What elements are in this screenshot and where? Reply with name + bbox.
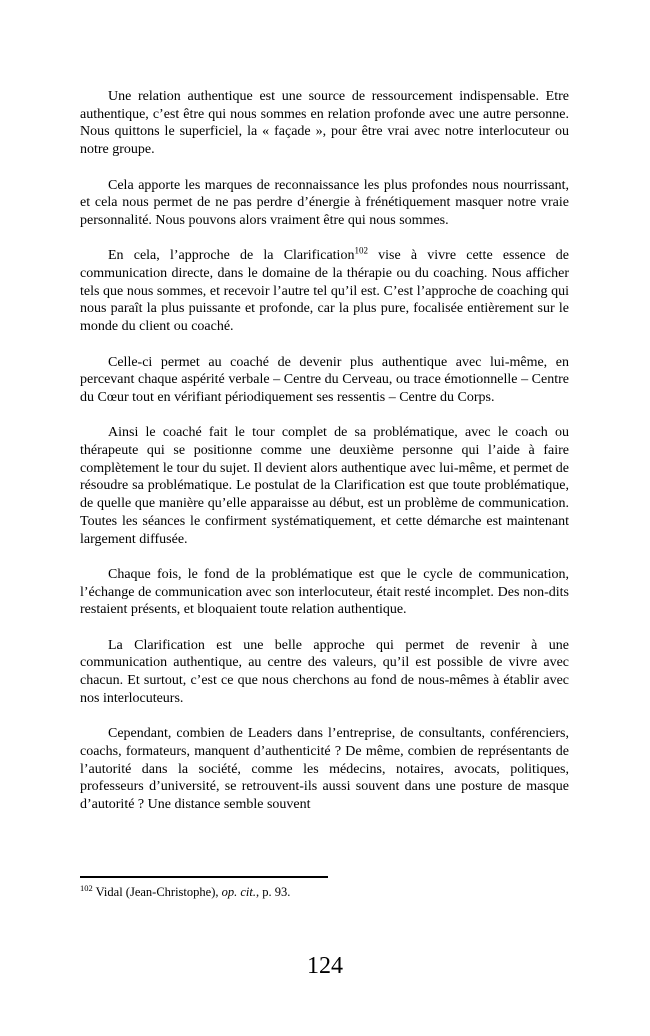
footnote-area	[80, 876, 569, 900]
paragraph-3	[80, 247, 569, 336]
paragraph-6: Chaque fois, le fond de la problématique est que le cycle de communication, l’échange de communication avec son interlocuteur, était resté incomplet. Des non-dits restaient présents, et bloquaient toute relation authentique.	[80, 566, 569, 618]
paragraph-2: Cela apporte les marques de reconnaissance les plus profondes nous nourrissant, et cela nous permet de ne pas perdre d’énergie à frénétiquement masquer notre vraie personnalité. Nous pouvons alors vraiment être qui nous sommes.	[80, 177, 569, 228]
footnote-separator	[80, 876, 328, 878]
footnote	[80, 882, 569, 900]
paragraph-3-text-before-note: En cela, l’approche de la Clarification	[108, 248, 355, 264]
paragraph-8: Cependant, combien de Leaders dans l’entreprise, de consultants, conférenciers, coachs, formateurs, manquent d’authenticité ? De même, combien de représentants de l’autorité dans la société, comme les médecins, notaires, avocats, politiques, professeurs d’université, se retrouvent-ils aussi souvent dans une posture de masque d’autorité ? Une distance semble souvent	[80, 726, 569, 813]
footnote-marker: 102	[80, 882, 93, 893]
paragraph-5: Ainsi le coaché fait le tour complet de sa problématique, avec le coach ou thérapeute qui se positionne comme une deuxième personne qui l’aide à faire complètement le tour du sujet. Il devient alors authentique avec lui-même, et permet de résoudre sa problématique. Le postulat de la Clarification est que toute problématique, de quelle que manière qu’elle apparaisse au début, est un problème de communication. Toutes les séances le confirment systématiquement, et cette démarche est maintenant largement diffusée.	[80, 425, 569, 547]
footnote-reference-102: 102	[354, 245, 368, 256]
footnote-citation-author: Vidal (Jean-Christophe),	[92, 885, 222, 899]
page-number: 124	[307, 953, 343, 979]
paragraph-3-text-after-note: vise à vivre cette essence de communication directe, dans le domaine de la thérapie ou du coaching. Nous afficher tels que nous sommes, et recevoir l’autre tel qu’il est. C’est l’approche de coaching qui nous paraît la plus puissante et profonde, car la plus pure, focalisée entièrement sur le monde du client ou coaché.	[80, 248, 569, 335]
paragraph-7: La Clarification est une belle approche qui permet de revenir à une communication authentique, au centre des valeurs, qu’il est possible de vivre avec chacun. Et surtout, c’est ce que nous cherchons au fond de nous-mêmes à établir avec nos interlocuteurs.	[80, 637, 569, 706]
paragraph-1: Une relation authentique est une source de ressourcement indispensable. Etre authentique, c’est être qui nous sommes en relation profonde avec une autre personne. Nous quittons le superficiel, la « façade », pour être vrai avec notre interlocuteur ou notre groupe.	[80, 89, 569, 158]
footnote-citation-page: , p. 93.	[255, 885, 291, 899]
paragraph-4: Celle-ci permet au coaché de devenir plus authentique avec lui-même, en percevant chaque aspérité verbale – Centre du Cerveau, ou trace émotionnelle – Centre du Cœur tout en vérifiant périodiquement ses ressentis – Centre du Corps.	[80, 354, 569, 405]
page-body-text	[80, 88, 569, 814]
footnote-citation-opcit: op. cit.	[221, 885, 256, 899]
